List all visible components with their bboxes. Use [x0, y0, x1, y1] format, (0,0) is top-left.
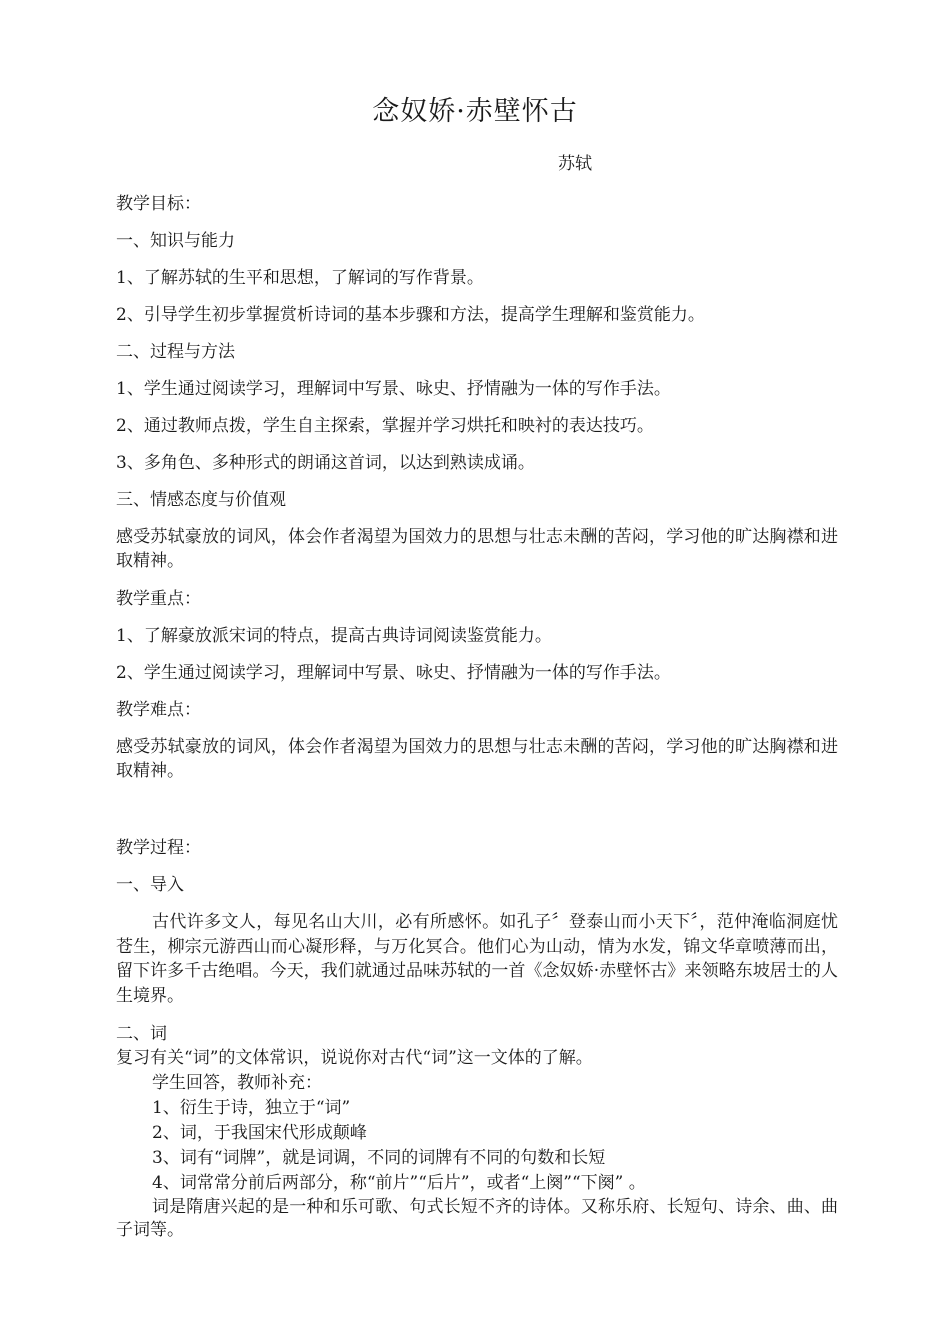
ci-list-item-4: 4、词常常分前后两部分，称“前片”“后片”，或者“上阕”“下阕” 。: [152, 1173, 646, 1193]
section-attitude-heading: 三、情感态度与价值观: [116, 490, 286, 510]
key-point-item-1: 1、了解豪放派宋词的特点，提高古典诗词阅读鉴赏能力。: [116, 626, 552, 646]
intro-paragraph: 古代许多文人，每见名山大川，必有所感怀。如孔子〞登泰山而小天下〞，范仲淹临洞庭忧苍生，柳宗元游西山而心凝形释，与万化冥合。他们心为山动，情为水发，锦文华章喷薄而出，留下许多千古绝唱。今天，我们就通过品味苏轼的一首《念奴娇·赤壁怀古》来领略东坡居士的人生境界。: [116, 912, 838, 1006]
objectives-heading: 教学目标：: [116, 194, 201, 214]
ci-list-item-1: 1、衍生于诗，独立于“词”: [152, 1098, 351, 1118]
document-title: 念奴娇·赤壁怀古: [372, 96, 578, 127]
ci-review-text: 复习有关“词”的文体常识，说说你对古代“词”这一文体的了解。: [116, 1048, 593, 1068]
ci-list-item-2: 2、词，于我国宋代形成颠峰: [152, 1123, 367, 1143]
section-knowledge-heading: 一、知识与能力: [116, 231, 235, 251]
author-name: 苏轼: [558, 154, 592, 174]
knowledge-item-1: 1、了解苏轼的生平和思想，了解词的写作背景。: [116, 268, 484, 288]
difficulty-heading: 教学难点：: [116, 700, 201, 720]
process-item-2: 2、通过教师点拨，学生自主探索，掌握并学习烘托和映衬的表达技巧。: [116, 416, 654, 436]
ci-definition-paragraph: 词是隋唐兴起的是一种和乐可歌、句式长短不齐的诗体。又称乐府、长短句、诗余、曲、曲子词等。: [116, 1197, 838, 1240]
process-item-1: 1、学生通过阅读学习，理解词中写景、咏史、抒情融为一体的写作手法。: [116, 379, 671, 399]
ci-list-item-3: 3、词有“词牌”，就是词调，不同的词牌有不同的句数和长短: [152, 1148, 606, 1168]
section-process-heading: 二、过程与方法: [116, 342, 235, 362]
process-item-3: 3、多角色、多种形式的朗诵这首词，以达到熟读成诵。: [116, 453, 535, 473]
key-point-item-2: 2、学生通过阅读学习，理解词中写景、咏史、抒情融为一体的写作手法。: [116, 663, 671, 683]
key-points-heading: 教学重点：: [116, 589, 201, 609]
knowledge-item-2: 2、引导学生初步掌握赏析诗词的基本步骤和方法，提高学生理解和鉴赏能力。: [116, 305, 705, 325]
intro-heading: 一、导入: [116, 875, 184, 895]
difficulty-paragraph: 感受苏轼豪放的词风，体会作者渴望为国效力的思想与壮志未酬的苦闷，学习他的旷达胸襟和进取精神。: [116, 737, 838, 781]
ci-heading: 二、词: [116, 1024, 167, 1044]
process-heading: 教学过程：: [116, 838, 201, 858]
ci-answer-text: 学生回答，教师补充：: [152, 1073, 322, 1093]
attitude-paragraph: 感受苏轼豪放的词风，体会作者渴望为国效力的思想与壮志未酬的苦闷，学习他的旷达胸襟和进取精神。: [116, 527, 838, 571]
